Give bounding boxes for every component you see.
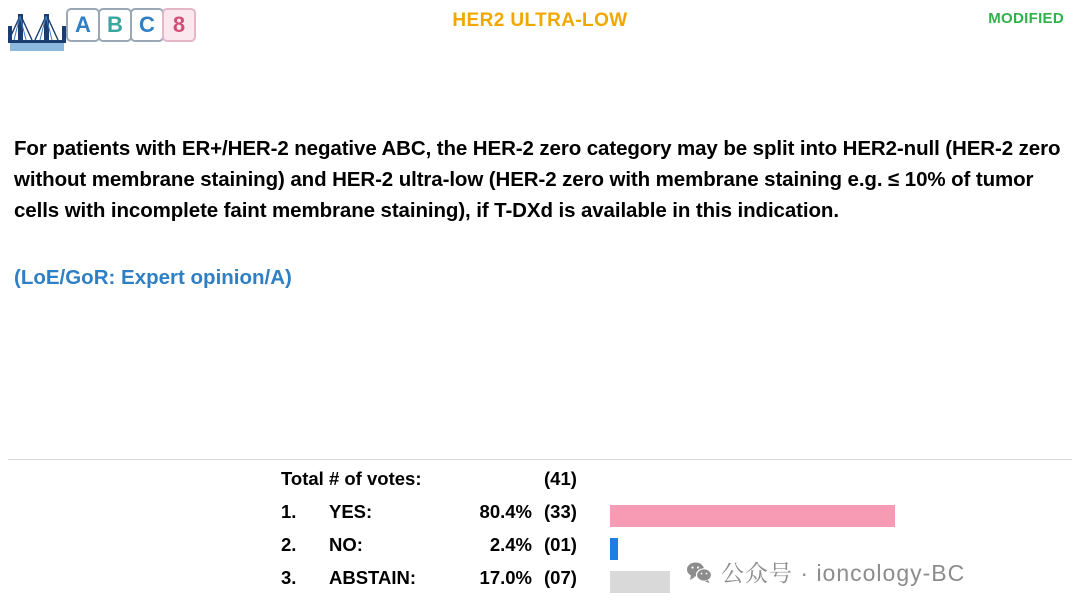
vote-count-yes: (33) (544, 501, 577, 522)
vote-label-no: NO: (329, 534, 363, 555)
logo-letter-a: A (66, 8, 100, 42)
logo-letter-b: B (98, 8, 132, 42)
watermark (686, 555, 965, 588)
vote-bar-abstain (610, 571, 670, 593)
vote-percent-no: 2.4% (489, 534, 532, 555)
vote-count-no: (01) (544, 534, 577, 555)
page-title: HER2 ULTRA-LOW (452, 10, 628, 31)
logo-number-8: 8 (162, 8, 196, 42)
logo-letter-c: C (130, 8, 164, 42)
loe-gor-label: (LoE/GoR: Expert opinion/A) (14, 266, 292, 289)
watermark-text: 公众号 · ioncology-BC (721, 560, 966, 586)
vote-percent-abstain: 17.0% (479, 567, 532, 588)
vote-row-yes (0, 501, 1080, 531)
vote-bar-no (610, 538, 618, 560)
votes-total-row (0, 468, 1080, 498)
status-badge: MODIFIED (988, 10, 1064, 27)
votes-total-count: (41) (544, 468, 577, 489)
wechat-icon (686, 561, 712, 583)
votes-total-label: Total # of votes: (281, 468, 422, 489)
recommendation-statement: For patients with ER+/HER-2 negative ABC, the HER-2 zero category may be split into HER2-null (HER-2 zero without membrane staining) and HER-2 ultra-low (HER-2 zero with membrane staining e.g. ≤ 10% of tumor cells with incomplete faint membrane staining), if T-DXd is available in this indication. (14, 137, 1061, 222)
vote-label-abstain: ABSTAIN: (329, 567, 417, 588)
vote-count-abstain: (07) (544, 567, 577, 588)
vote-label-yes: YES: (329, 501, 373, 522)
vote-index-3: 3. (281, 567, 297, 588)
vote-bar-yes (610, 505, 895, 527)
slide-header (0, 0, 1080, 62)
section-divider (8, 459, 1072, 460)
vote-index-1: 1. (281, 501, 297, 522)
vote-index-2: 2. (281, 534, 297, 555)
voting-results (0, 468, 1080, 613)
vote-percent-yes: 80.4% (479, 501, 532, 522)
